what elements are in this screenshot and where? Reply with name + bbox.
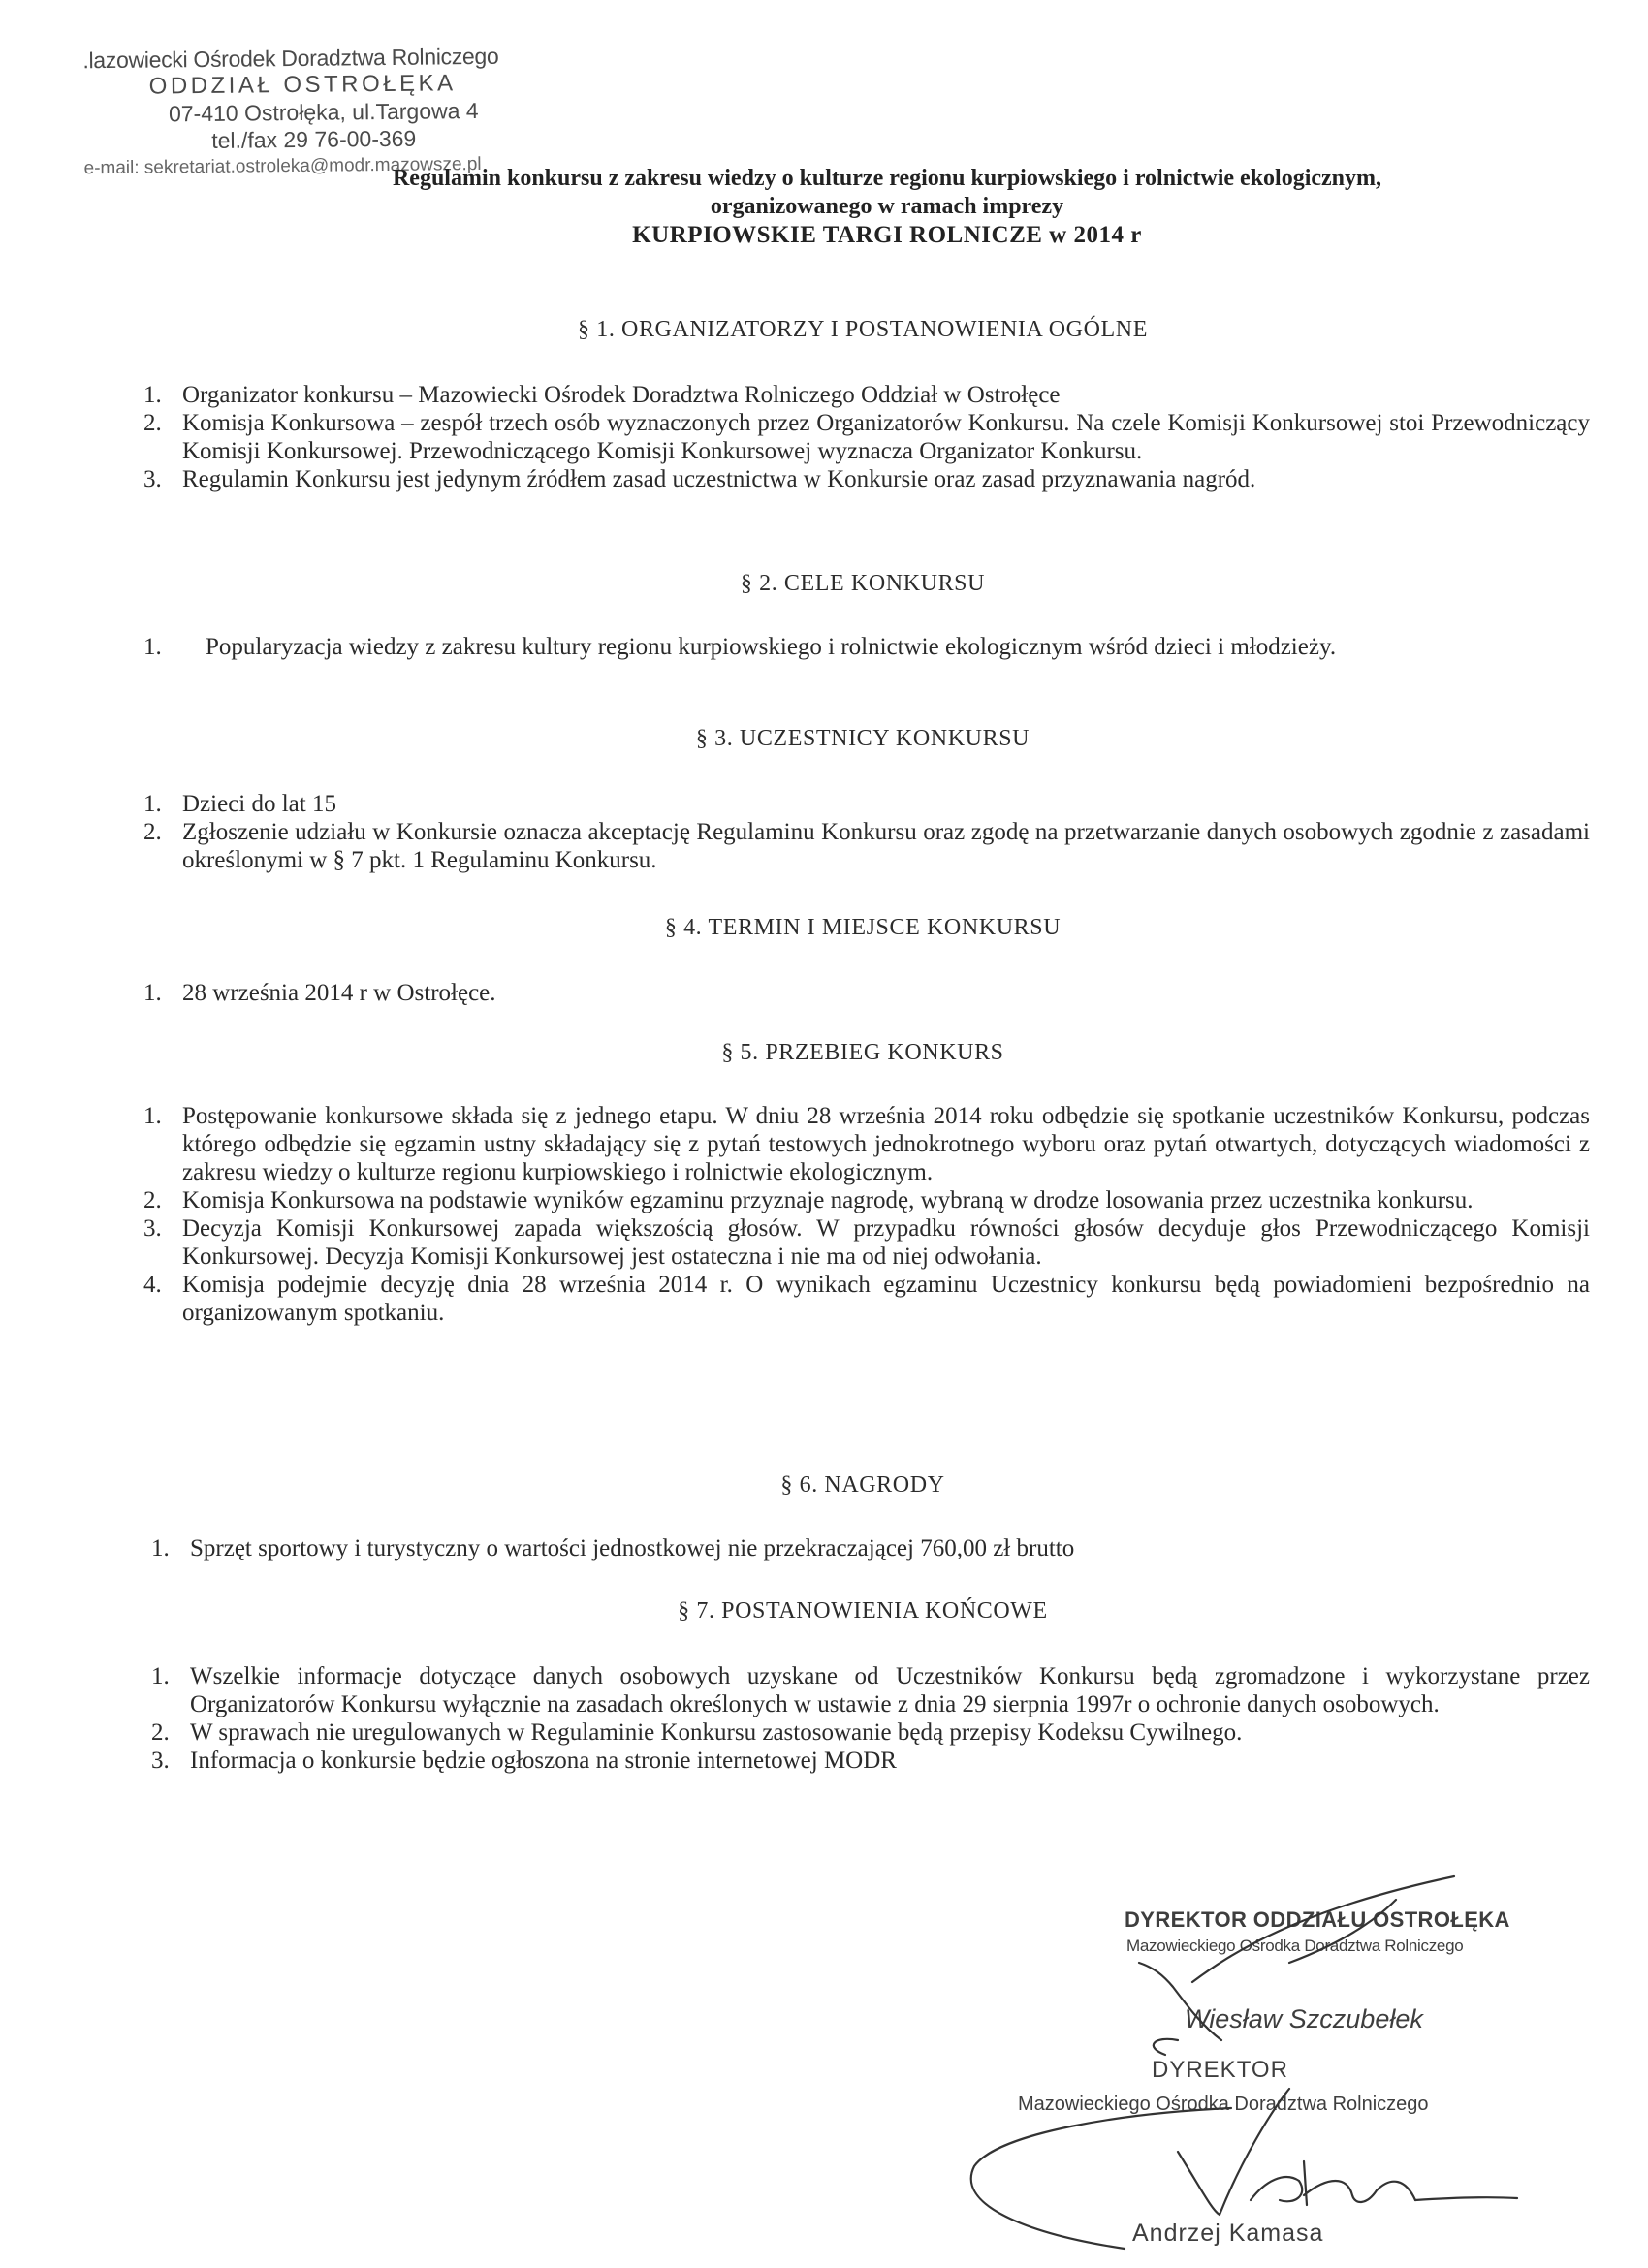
document-title (330, 165, 1444, 249)
stamp-line-branch: ODDZIAŁ OSTROŁĘKA (148, 70, 457, 100)
signature-stroke-7 (1251, 2177, 1302, 2201)
item-text: Komisja Konkursowa na podstawie wyników egzaminu przyznaje nagrodę, wybraną w drodze losowania przez uczestnika konkursu. (182, 1187, 1474, 1213)
list-item (136, 1271, 1590, 1327)
item-number: 1. (143, 1103, 162, 1129)
item-number: 1. (143, 791, 162, 817)
signature-stroke-3 (1139, 1963, 1221, 2040)
list-item (136, 818, 1590, 874)
section-heading-1: § 1. ORGANIZATORZY I POSTANOWIENIA OGÓLNE (578, 317, 1148, 342)
item-text: W sprawach nie uregulowanych w Regulaminie Konkursu zastosowanie będą przepisy Kodeksu Cywilnego. (190, 1719, 1243, 1746)
item-number: 1. (151, 1535, 170, 1561)
item-text: Komisja Konkursowa – zespół trzech osób wyznaczonych przez Organizatorów Konkursu. Na czele Komisji Konkursowej stoi Przewodniczący Komisji Konkursowej. Przewodniczącego Komisji Konkursowej wyznacza Organizator Konkursu. (182, 410, 1590, 464)
stamp-line-phone: tel./fax 29 76-00-369 (211, 125, 417, 153)
item-text: Organizator konkursu – Mazowiecki Ośrodek Doradztwa Rolniczego Oddział w Ostrołęce (182, 382, 1061, 408)
item-text: Komisja podejmie decyzję dnia 28 września 2014 r. O wynikach egzaminu Uczestnicy konkursu będą powiadomieni bezpośrednio na organizowanym spotkaniu. (182, 1272, 1590, 1326)
item-text: Regulamin Konkursu jest jedynym źródłem zasad uczestnictwa w Konkursie oraz zasad przyznawania nagród. (182, 466, 1256, 492)
section-4-list (136, 979, 1590, 1007)
section-2-list (136, 633, 1590, 661)
item-text: Postępowanie konkursowe składa się z jednego etapu. W dniu 28 września 2014 roku odbędzie się spotkanie uczestników Konkursu, podczas którego odbędzie się egzamin ustny składający się z pytań testowych jednokrotnego wyboru oraz pytań otwartych, dotyczących wiadomości z zakresu wiedzy o kulturze regionu kurpiowskiego i rolnictwie ekologicznym. (182, 1103, 1590, 1185)
signature-stroke-6 (1178, 2089, 1289, 2215)
item-number: 2. (143, 410, 162, 436)
organization-stamp (82, 43, 499, 182)
handwritten-signature-graphic (911, 1871, 1532, 2258)
list-item (136, 1102, 1590, 1186)
list-item (136, 1662, 1590, 1718)
section-heading-5: § 5. PRZEBIEG KONKURS (721, 1040, 1004, 1065)
section-5-list (136, 1102, 1590, 1327)
signature-2-title: DYREKTOR (1152, 2057, 1288, 2083)
signature-1-title: DYREKTOR ODDZIAŁU OSTROŁĘKA (1125, 1907, 1510, 1932)
signature-1-name: Wiesław Szczubełek (1185, 2004, 1423, 2033)
title-line-2: organizowanego w ramach imprezy (710, 194, 1064, 219)
title-line-1: Regulamin konkursu z zakresu wiedzy o kulturze regionu kurpiowskiego i rolnictwie ekologicznym, (392, 166, 1382, 191)
list-item (136, 1747, 1590, 1775)
signature-2-name: Andrzej Kamasa (1132, 2220, 1324, 2247)
item-text: 28 września 2014 r w Ostrołęce. (182, 980, 496, 1006)
section-3-list (136, 790, 1590, 874)
item-number: 3. (151, 1748, 170, 1774)
item-text: Popularyzacja wiedzy z zakresu kultury regionu kurpiowskiego i rolnictwie ekologicznym wśród dzieci i młodzieży. (206, 634, 1337, 660)
section-heading-6: § 6. NAGRODY (780, 1472, 945, 1497)
item-number: 1. (143, 382, 162, 408)
item-number: 3. (143, 466, 162, 492)
item-text: Decyzja Komisji Konkursowej zapada większością głosów. W przypadku równości głosów decyduje głos Przewodniczącego Komisji Konkursowej. Decyzja Komisji Konkursowej jest ostateczna i nie ma od niej odwołania. (182, 1215, 1590, 1270)
item-number: 2. (143, 819, 162, 845)
item-number: 4. (143, 1272, 162, 1298)
list-item (136, 381, 1590, 409)
section-7-list (136, 1662, 1590, 1775)
signature-stroke-1 (1192, 1876, 1454, 1982)
list-item (136, 1534, 1590, 1562)
list-item (136, 1186, 1590, 1214)
stamp-line-address: 07-410 Ostrołęka, ul.Targowa 4 (168, 98, 479, 127)
list-item (136, 409, 1590, 465)
list-item (136, 790, 1590, 818)
item-text: Zgłoszenie udziału w Konkursie oznacza akceptację Regulaminu Konkursu oraz zgodę na przetwarzanie danych osobowych zgodnie z zasadami określonymi w § 7 pkt. 1 Regulaminu Konkursu. (182, 819, 1590, 873)
list-item (136, 979, 1590, 1007)
signature-stroke-2 (1289, 1900, 1396, 1963)
list-item (136, 465, 1590, 493)
item-text: Dzieci do lat 15 (182, 791, 336, 817)
signature-2-org: Mazowieckiego Ośrodka Doradztwa Rolniczego (1018, 2094, 1429, 2115)
section-heading-4: § 4. TERMIN I MIEJSCE KONKURSU (664, 915, 1062, 940)
section-heading-2: § 2. CELE KONKURSU (740, 571, 986, 596)
signature-stroke-4 (1154, 2039, 1178, 2055)
section-heading-3: § 3. UCZESTNICY KONKURSU (695, 726, 1030, 751)
item-number: 3. (143, 1215, 162, 1242)
section-heading-7: § 7. POSTANOWIENIA KOŃCOWE (678, 1598, 1048, 1623)
item-number: 1. (151, 1663, 170, 1689)
item-number: 1. (143, 980, 162, 1006)
item-text: Wszelkie informacje dotyczące danych osobowych uzyskane od Uczestników Konkursu będą zgromadzone i wykorzystane przez Organizatorów Konkursu wyłącznie na zasadach określonych w ustawie z dnia 29 sierpnia 1997r o ochronie danych osobowych. (190, 1663, 1590, 1717)
item-number: 2. (151, 1719, 170, 1746)
signature-stroke-8 (1304, 2161, 1415, 2205)
item-number: 1. (143, 634, 162, 660)
section-1-list (136, 381, 1590, 493)
stamp-line-organization: .lazowiecki Ośrodek Doradztwa Rolniczego (82, 43, 499, 74)
title-line-3: KURPIOWSKIE TARGI ROLNICZE w 2014 r (632, 222, 1142, 248)
item-number: 2. (143, 1187, 162, 1213)
list-item (136, 1718, 1590, 1747)
list-item (136, 1214, 1590, 1271)
stamp-line-email: e-mail: sekretariat.ostroleka@modr.mazowsze.pl (83, 153, 482, 179)
signature-1-org: Mazowieckiego Ośrodka Doradztwa Rolniczego (1126, 1937, 1464, 1955)
section-6-list (136, 1534, 1590, 1562)
item-text: Informacja o konkursie będzie ogłoszona na stronie internetowej MODR (190, 1748, 897, 1774)
signature-stroke-9 (1415, 2197, 1517, 2200)
signature-stroke-5 (971, 2108, 1231, 2249)
item-text: Sprzęt sportowy i turystyczny o wartości jednostkowej nie przekraczającej 760,00 zł brutto (190, 1535, 1075, 1561)
list-item (136, 633, 1590, 661)
